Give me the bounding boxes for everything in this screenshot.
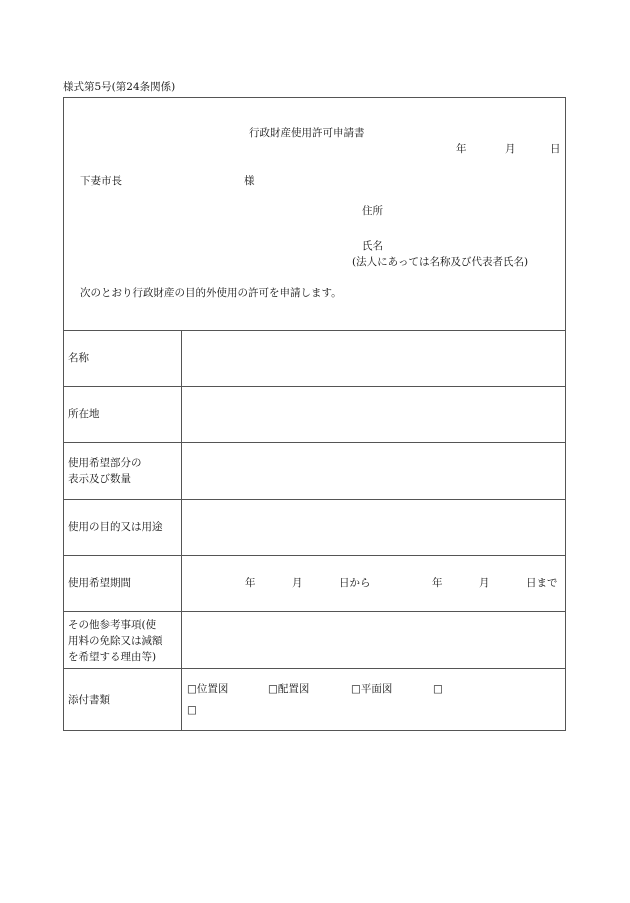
label-purpose: 使用の目的又は用途 bbox=[68, 521, 163, 533]
form-title: 行政財産使用許可申請書 bbox=[249, 127, 365, 139]
row-divider bbox=[63, 555, 566, 556]
label-attachments: 添付書類 bbox=[68, 694, 110, 706]
other-notes-field[interactable] bbox=[182, 612, 565, 668]
attachment-location-map-checkbox[interactable]: □位置図 bbox=[187, 683, 229, 695]
usage-area-field[interactable] bbox=[182, 443, 565, 499]
name-label: 氏名 bbox=[362, 240, 383, 252]
date-month-field[interactable]: 月 bbox=[505, 143, 516, 155]
date-day-field[interactable]: 日 bbox=[550, 143, 561, 155]
period-start-year[interactable]: 年 bbox=[245, 577, 256, 589]
purpose-field[interactable] bbox=[182, 500, 565, 555]
addressee: 下妻市長 bbox=[80, 175, 122, 187]
application-statement: 次のとおり行政財産の目的外使用の許可を申請します。 bbox=[80, 287, 342, 299]
label-period: 使用希望期間 bbox=[68, 577, 131, 589]
location-field[interactable] bbox=[182, 387, 565, 442]
period-start-day[interactable]: 日から bbox=[339, 577, 371, 589]
label-usage-area: 使用希望部分の 表示及び数量 bbox=[68, 457, 142, 485]
attachment-other-checkbox-2[interactable]: □ bbox=[187, 704, 197, 716]
address-label: 住所 bbox=[362, 205, 383, 217]
attachment-layout-plan-checkbox[interactable]: □配置図 bbox=[268, 683, 310, 695]
name-note: (法人にあっては名称及び代表者氏名) bbox=[352, 256, 529, 268]
attachment-other-checkbox[interactable]: □ bbox=[433, 683, 443, 695]
period-end-day[interactable]: 日まで bbox=[526, 577, 558, 589]
label-name: 名称 bbox=[68, 352, 89, 364]
period-start-month[interactable]: 月 bbox=[292, 577, 303, 589]
honorific: 様 bbox=[244, 175, 255, 187]
date-year-field[interactable]: 年 bbox=[456, 143, 467, 155]
attachment-floor-plan-checkbox[interactable]: □平面図 bbox=[351, 683, 393, 695]
row-divider bbox=[63, 668, 566, 669]
name-field[interactable] bbox=[182, 331, 565, 386]
form-number: 様式第5号(第24条関係) bbox=[63, 81, 176, 93]
label-location: 所在地 bbox=[68, 408, 100, 420]
period-end-year[interactable]: 年 bbox=[432, 577, 443, 589]
period-end-month[interactable]: 月 bbox=[479, 577, 490, 589]
label-other-notes: その他参考事項(使 用料の免除又は減額 を希望する理由等) bbox=[68, 619, 163, 663]
